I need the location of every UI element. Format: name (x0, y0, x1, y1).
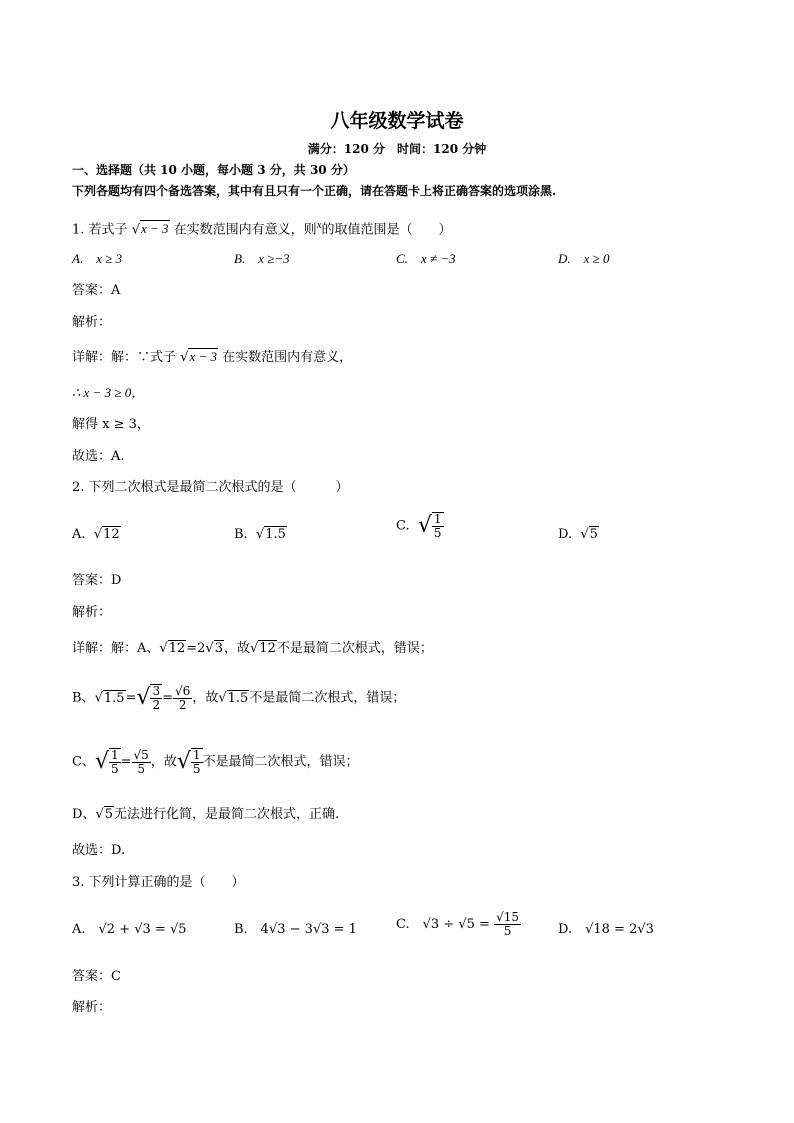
q2-detail-d-pre: D、 (72, 807, 96, 822)
radical-icon: √ (131, 222, 140, 238)
q1-option-a: A. x ≥ 3 (72, 251, 123, 266)
q1-result: 故选：A. (72, 449, 125, 464)
q3-option-c-den: 5 (503, 924, 512, 938)
q1-stem-radicand: x − 3 (140, 221, 169, 237)
q2-detail-b-mid: ，故 (192, 690, 219, 706)
radical-icon: √ (205, 641, 214, 656)
q3-option-d: D. √18 = 2√3 (558, 922, 654, 937)
q2-result: 故选：D. (72, 843, 126, 858)
radical-icon: √ (136, 685, 151, 710)
q2-detail-d-post: 无法进行化简，是最简二次根式，正确. (114, 807, 340, 822)
q2-option-c-num: 1 (433, 512, 442, 526)
radical-icon: √ (93, 527, 103, 542)
q1-step-1: ∴ x − 3 ≥ 0， (72, 385, 145, 400)
radical-icon: √ (159, 641, 168, 656)
q2-detail-c-d2: 5 (137, 761, 145, 776)
q2-detail-c-n1: 1 (110, 748, 119, 762)
q3-stem: 3. 下列计算正确的是（ ） (72, 875, 245, 890)
radical-icon: √ (94, 749, 109, 774)
q2-detail-b-n2: √6 (175, 683, 191, 698)
q1-option-d: D. x ≥ 0 (558, 251, 610, 266)
q1-answer: 答案：A (72, 283, 121, 298)
q1-detail (72, 348, 352, 367)
q2-detail-b-rad2: 1.5 (227, 690, 249, 706)
q2-detail-c-d3: 5 (192, 762, 201, 776)
q2-detail-b-n1: 3 (152, 684, 161, 698)
q1-stem (72, 216, 452, 239)
q2-detail-b-pre: B、 (72, 690, 95, 706)
q2-detail-b-eq2: = (162, 690, 174, 706)
q2-detail-a (72, 640, 433, 658)
q2-detail-a-rad3: 12 (259, 641, 276, 656)
q1-option-b: B. x ≥−3 (234, 251, 290, 266)
q2-detail-c-frac1 (109, 748, 121, 776)
q2-answer: 答案：D (72, 573, 122, 588)
q2-detail-b-frac2 (173, 685, 192, 712)
q2-detail-c-post: 不是最简二次根式，错误； (202, 754, 359, 770)
q3-answer: 答案：C (72, 969, 121, 984)
q3-option-b: B. 4√3 − 3√3 = 1 (234, 922, 357, 937)
q2-detail-a-rad1: 12 (168, 641, 186, 656)
q2-detail-c-frac2 (132, 749, 151, 776)
q2-detail-b-post: 不是最简二次根式，错误； (249, 690, 406, 706)
q1-detail-a: 详解：解：∵式子 (72, 350, 177, 365)
q2-detail-b-frac1 (150, 684, 162, 712)
q2-option-a-label: A. (72, 527, 86, 542)
q2-detail-d (72, 806, 339, 824)
q2-detail-c-n3: 1 (192, 748, 201, 762)
q2-option-b-radicand: 1.5 (265, 527, 286, 542)
q2-option-c-label: C. (396, 518, 410, 534)
q2-detail-a-pre: 详解：解：A、 (72, 641, 160, 656)
q3-option-c (396, 905, 521, 945)
q2-detail-b-d1: 2 (152, 698, 161, 712)
q2-option-c-frac (432, 512, 444, 540)
q2-detail-a-mid: ，故 (223, 641, 250, 656)
q1-analysis: 解析： (72, 315, 112, 330)
q3-option-c-frac (494, 911, 521, 938)
q1-stem-c: 的取值范围是（ ） (321, 222, 452, 238)
page-title: 八年级数学试卷 (330, 110, 464, 132)
q3-analysis: 解析： (72, 1000, 112, 1015)
q1-detail-radicand: x − 3 (189, 349, 217, 364)
q2-stem: 2. 下列二次根式是最简二次根式的是（ ） (72, 480, 349, 495)
q2-option-b-label: B. (234, 527, 248, 542)
q2-option-a-radicand: 12 (103, 527, 120, 542)
q2-detail-a-eq: =2 (186, 641, 206, 656)
q2-detail-b-eq: = (125, 690, 137, 706)
radical-icon: √ (255, 527, 265, 542)
radical-icon: √ (94, 690, 103, 706)
q2-detail-c-d1: 5 (110, 762, 119, 776)
section-heading: 一、选择题（共 10 小题，每小题 3 分，共 30 分） (72, 163, 355, 177)
q3-option-c-pre: C. √3 ÷ √5 = (396, 917, 490, 932)
q3-option-a: A. √2 + √3 = √5 (72, 922, 187, 937)
q2-detail-c-n2: √5 (133, 747, 149, 762)
q2-detail-b-d2: 2 (178, 697, 187, 712)
exam-info: 满分：120 分 时间：120 分钟 (307, 142, 487, 156)
q2-detail-c (72, 744, 359, 781)
q1-step-2: 解得 x ≥ 3， (72, 417, 150, 432)
q2-detail-c-mid: ，故 (150, 754, 177, 770)
q3-option-c-num: √15 (496, 910, 519, 924)
radical-icon: √ (417, 513, 432, 538)
q2-option-c-den: 5 (433, 526, 442, 540)
q2-detail-c-frac3 (191, 748, 203, 776)
q1-option-c: C. x ≠ −3 (396, 251, 456, 266)
q1-stem-b: 在实数范围内有意义，则 (173, 222, 317, 238)
radical-icon: √ (218, 690, 227, 706)
q2-option-d (558, 526, 599, 544)
q1-detail-b: 在实数范围内有意义， (222, 350, 353, 365)
q2-detail-b-rad1: 1.5 (103, 690, 125, 706)
q2-analysis: 解析： (72, 605, 112, 620)
q2-option-d-label: D. (558, 527, 573, 542)
radical-icon: √ (95, 807, 104, 822)
q2-option-d-radicand: 5 (589, 527, 598, 542)
q2-detail-c-eq: = (120, 754, 132, 770)
radical-icon: √ (250, 641, 259, 656)
q2-detail-d-rad: 5 (104, 807, 114, 822)
radical-icon: √ (580, 527, 589, 542)
q1-stem-var: x (316, 219, 322, 231)
radical-icon: √ (180, 350, 189, 365)
q2-detail-b (72, 680, 405, 717)
q2-detail-a-rad2: 3 (214, 641, 223, 656)
q2-detail-a-post: 不是最简二次根式，错误； (276, 641, 433, 656)
radical-icon: √ (176, 749, 191, 774)
q1-stem-a: 1. 若式子 (72, 222, 128, 238)
section-instruction: 下列各题均有四个备选答案，其中有且只有一个正确，请在答题卡上将正确答案的选项涂黑. (72, 184, 557, 198)
q2-option-c (396, 512, 444, 540)
q2-option-a (72, 526, 121, 544)
q2-detail-c-pre: C、 (72, 754, 95, 770)
q2-option-b (234, 526, 287, 544)
